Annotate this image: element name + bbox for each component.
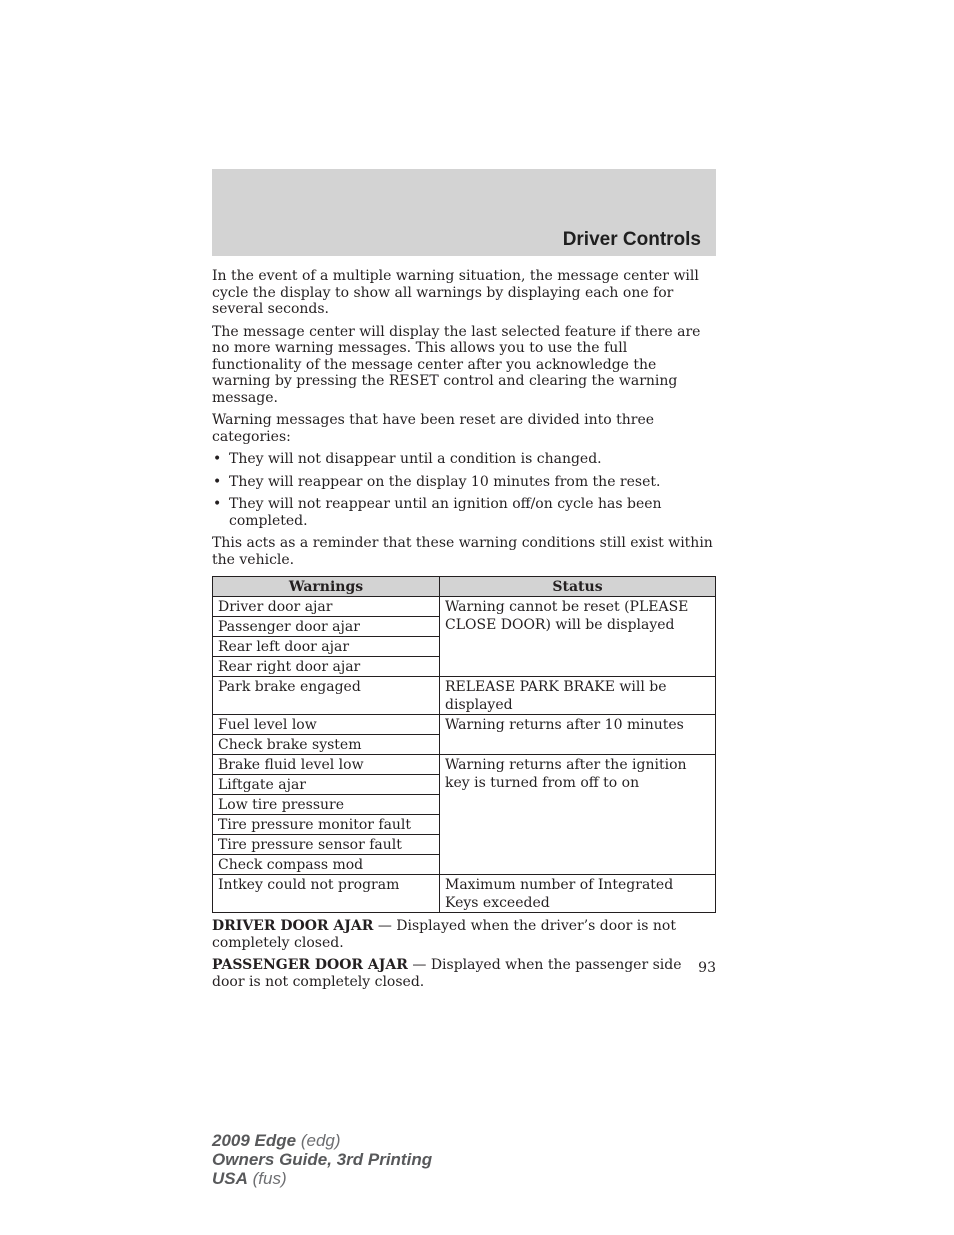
paragraph: In the event of a multiple warning situation, the message center will cycle the display to show all warnings by displaying each one for several seconds. [212,268,699,317]
definition-passenger-door-ajar [212,957,716,990]
bullet-icon: • [213,451,222,467]
bullet-icon: • [213,473,222,490]
warnings-table [212,576,716,913]
list-item: • They will not reappear until an ignition off/on cycle has been completed. [213,496,662,529]
warning-cell: Tire pressure sensor fault [213,835,440,855]
definition-text: — Displayed when the driver’s door is not completely closed. [212,918,676,951]
column-header-warnings: Warnings [213,577,440,597]
table-row [213,875,716,913]
warning-cell: Rear right door ajar [213,657,440,677]
status-cell: Maximum number of Integrated Keys exceeded [440,875,716,913]
list-item: • They will not disappear until a condition is changed. [213,451,602,467]
warning-cell: Brake fluid level low [213,755,440,775]
warning-cell: Low tire pressure [213,795,440,815]
table-row [213,715,716,735]
warning-cell: Fuel level low [213,715,440,735]
page-number: 93 [698,960,716,976]
table-row [213,597,716,617]
status-cell: Warning returns after the ignition key is turned from off to on [440,755,716,875]
warning-cell: Park brake engaged [213,677,440,715]
status-cell: Warning returns after 10 minutes [440,715,716,755]
definition-term: DRIVER DOOR AJAR [212,918,374,934]
footer-line-model: 2009 Edge (edg) [212,1131,341,1150]
warning-cell: Liftgate ajar [213,775,440,795]
definition-text: — Displayed when the passenger side door is not completely closed. [212,957,682,990]
section-title: Driver Controls [562,229,701,250]
paragraph: Warning messages that have been reset are divided into three categories: [212,412,655,445]
warning-cell: Tire pressure monitor fault [213,815,440,835]
column-header-status: Status [440,577,716,597]
table-row [213,755,716,775]
page-content [212,268,716,996]
document-footer [212,1131,432,1188]
warning-cell: Check brake system [213,735,440,755]
warning-cell: Intkey could not program [213,875,440,913]
table-row [213,677,716,715]
footer-line-region: USA (fus) [212,1169,287,1188]
bullet-icon: • [213,496,222,512]
warning-cell: Rear left door ajar [213,637,440,657]
warning-cell: Check compass mod [213,855,440,875]
definition-term: PASSENGER DOOR AJAR [212,957,408,973]
section-header-band [212,169,716,256]
bullet-list [212,451,716,529]
footer-line-guide: Owners Guide, 3rd Printing [212,1150,433,1169]
table-header-row [213,577,716,597]
warning-cell: Passenger door ajar [213,617,440,637]
definition-driver-door-ajar [212,918,716,951]
paragraph: The message center will display the last selected feature if there are no more warning messages. This allows you to use the full functionality of the message center after you acknowledge the warning by pressing the RESET control and clearing the warning message. [212,323,701,406]
paragraph: This acts as a reminder that these warning conditions still exist within the vehicle. [212,535,713,568]
status-cell: Warning cannot be reset (PLEASE CLOSE DOOR) will be displayed [440,597,716,677]
status-cell: RELEASE PARK BRAKE will be displayed [440,677,716,715]
warning-cell: Driver door ajar [213,597,440,617]
list-item: • They will reappear on the display 10 minutes from the reset. [213,473,661,490]
